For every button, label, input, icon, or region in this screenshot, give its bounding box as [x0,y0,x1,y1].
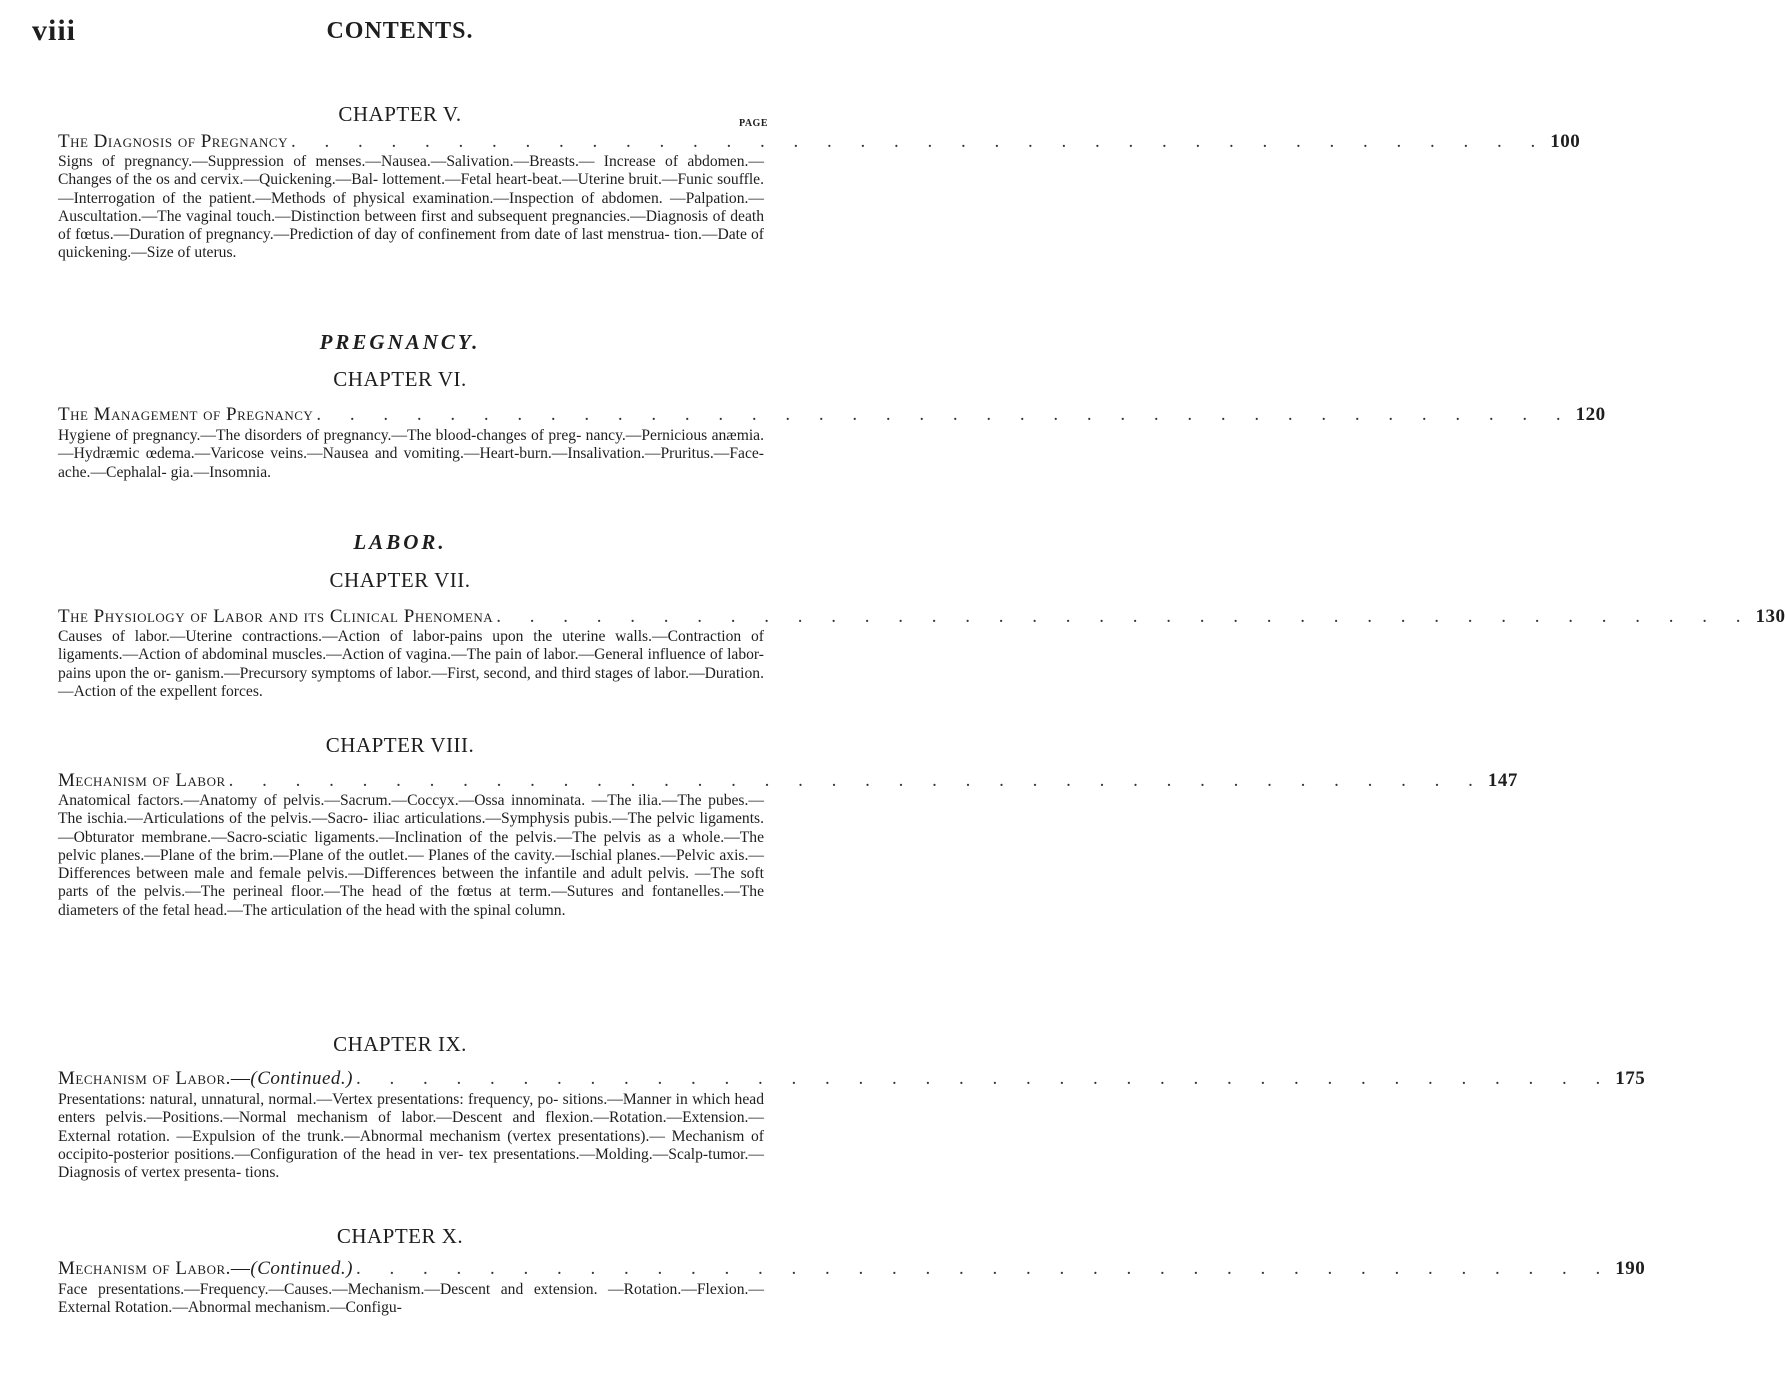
toc-entry[interactable] [58,1258,1646,1280]
entry-title: Mechanism of Labor.—(Continued.) [58,1068,353,1089]
page-column-label: PAGE [738,118,768,129]
dot-leaders: . . . . . . . . . . . . . . . . . . . . . . . . . . . . . . . . . . . . . . [355,1258,1613,1279]
dot-leaders: . . . . . . . . . . . . . . . . . . . . . . . . . . . . . . . . . . . . . . [496,606,1753,627]
chapter-heading: CHAPTER VI. [333,367,467,391]
entry-page-number: 130 [1755,606,1785,627]
chapter-heading: CHAPTER IX. [333,1032,467,1056]
entry-page-number: 147 [1487,770,1518,791]
chapter-heading: CHAPTER VIII. [325,733,475,757]
toc-entry[interactable] [58,606,1785,628]
chapter-summary: Hygiene of pregnancy.—The disorders of pregnancy.—The blood-changes of preg- nancy.—Pernicious anæmia.—Hydræmic œdema.—Varicose veins.—Nausea and vomiting.—Heart-burn.—Insalivation.—Pruritus.—Face-ache.—Cephalal- gia.—Insomnia. [58,427,764,481]
dot-leaders: . . . . . . . . . . . . . . . . . . . . . . . . . . . . . . . . . . . . . . [228,770,1485,791]
dot-leaders: . . . . . . . . . . . . . . . . . . . . . . . . . . . . . . . . . . . . . . [355,1068,1613,1089]
entry-page-number: 190 [1615,1258,1646,1279]
dot-leaders: . . . . . . . . . . . . . . . . . . . . . . . . . . . . . . . . . . . . . . [316,404,1573,425]
chapter-heading: CHAPTER VII. [329,568,471,592]
entry-title: Mechanism of Labor.—(Continued.) [58,1258,353,1279]
chapter-summary: Presentations: natural, unnatural, normal.—Vertex presentations: frequency, po- sitions.—Manner in which head enters pelvis.—Positions.—Normal mechanism of labor.—Descent and flexion.—Rotation.—Extension.—External rotation. —Expulsion of the trunk.—Abnormal mechanism (vertex presentations).— Mechanism of occipito-posterior positions.—Configuration of the head in ver- tex presentations.—Molding.—Scalp-tumor.—Diagnosis of vertex presenta- tions. [58,1091,764,1182]
entry-page-number: 100 [1550,131,1581,152]
dot-leaders: . . . . . . . . . . . . . . . . . . . . . . . . . . . . . . . . . . . . . . [291,131,1548,152]
chapter-heading: CHAPTER X. [336,1224,464,1248]
toc-entry[interactable] [58,131,1581,153]
running-head [0,14,800,54]
chapter-summary: Causes of labor.—Uterine contractions.—Action of labor-pains upon the uterine walls.—Contraction of ligaments.—Action of abdominal muscles.—Action of vagina.—The pain of labor.—General influence of labor-pains upon the or- ganism.—Precursory symptoms of labor.—First, second, and third stages of labor.—Duration.—Action of the expellent forces. [58,628,764,700]
running-title: CONTENTS. [326,18,474,44]
toc-entry[interactable] [58,404,1606,426]
chapter-heading: CHAPTER V. [338,102,462,126]
chapter-summary: Anatomical factors.—Anatomy of pelvis.—Sacrum.—Coccyx.—Ossa innominata. —The ilia.—The pubes.—The ischia.—Articulations of the pelvis.—Sacro- iliac articulations.—Symphysis pubis.—The pelvic ligaments.—Obturator membrane.—Sacro-sciatic ligaments.—Inclination of the pelvis.—The pelvis as a whole.—The pelvic planes.—Plane of the brim.—Plane of the outlet.— Planes of the cavity.—Ischial planes.—Pelvic axis.—Differences between male and female pelvis.—Differences between the infantile and adult pelvis. —The soft parts of the pelvis.—The perineal floor.—The head of the fœtus at term.—Sutures and fontanelles.—The diameters of the fetal head.—The articulation of the head with the spinal column. [58,792,764,919]
toc-entry[interactable] [58,770,1518,792]
entry-title: Mechanism of Labor [58,770,226,791]
chapter-summary: Signs of pregnancy.—Suppression of menses.—Nausea.—Salivation.—Breasts.— Increase of abdomen.—Changes of the os and cervix.—Quickening.—Bal- lottement.—Fetal heart-beat.—Uterine bruit.—Funic souffle.—Interrogation of the patient.—Methods of physical examination.—Inspection of abdomen. —Palpation.—Auscultation.—The vaginal touch.—Distinction between first and subsequent pregnancies.—Diagnosis of death of fœtus.—Duration of pregnancy.—Prediction of day of confinement from date of last menstrua- tion.—Date of quickening.—Size of uterus. [58,153,764,262]
entry-title: The Physiology of Labor and its Clinical Phenomena [58,606,494,627]
continued-note: (Continued.) [250,1068,353,1089]
entry-page-number: 175 [1615,1068,1646,1089]
folio: viii [32,14,77,47]
entry-title: The Management of Pregnancy [58,404,314,425]
continued-note: (Continued.) [250,1258,353,1279]
toc-entry[interactable] [58,1068,1646,1090]
chapter-summary: Face presentations.—Frequency.—Causes.—Mechanism.—Descent and extension. —Rotation.—Flexion.—External Rotation.—Abnormal mechanism.—Configu- [58,1281,764,1317]
entry-page-number: 120 [1575,404,1606,425]
part-heading: PREGNANCY. [319,330,481,354]
part-heading: LABOR. [353,530,447,554]
entry-title: The Diagnosis of Pregnancy [58,131,288,152]
